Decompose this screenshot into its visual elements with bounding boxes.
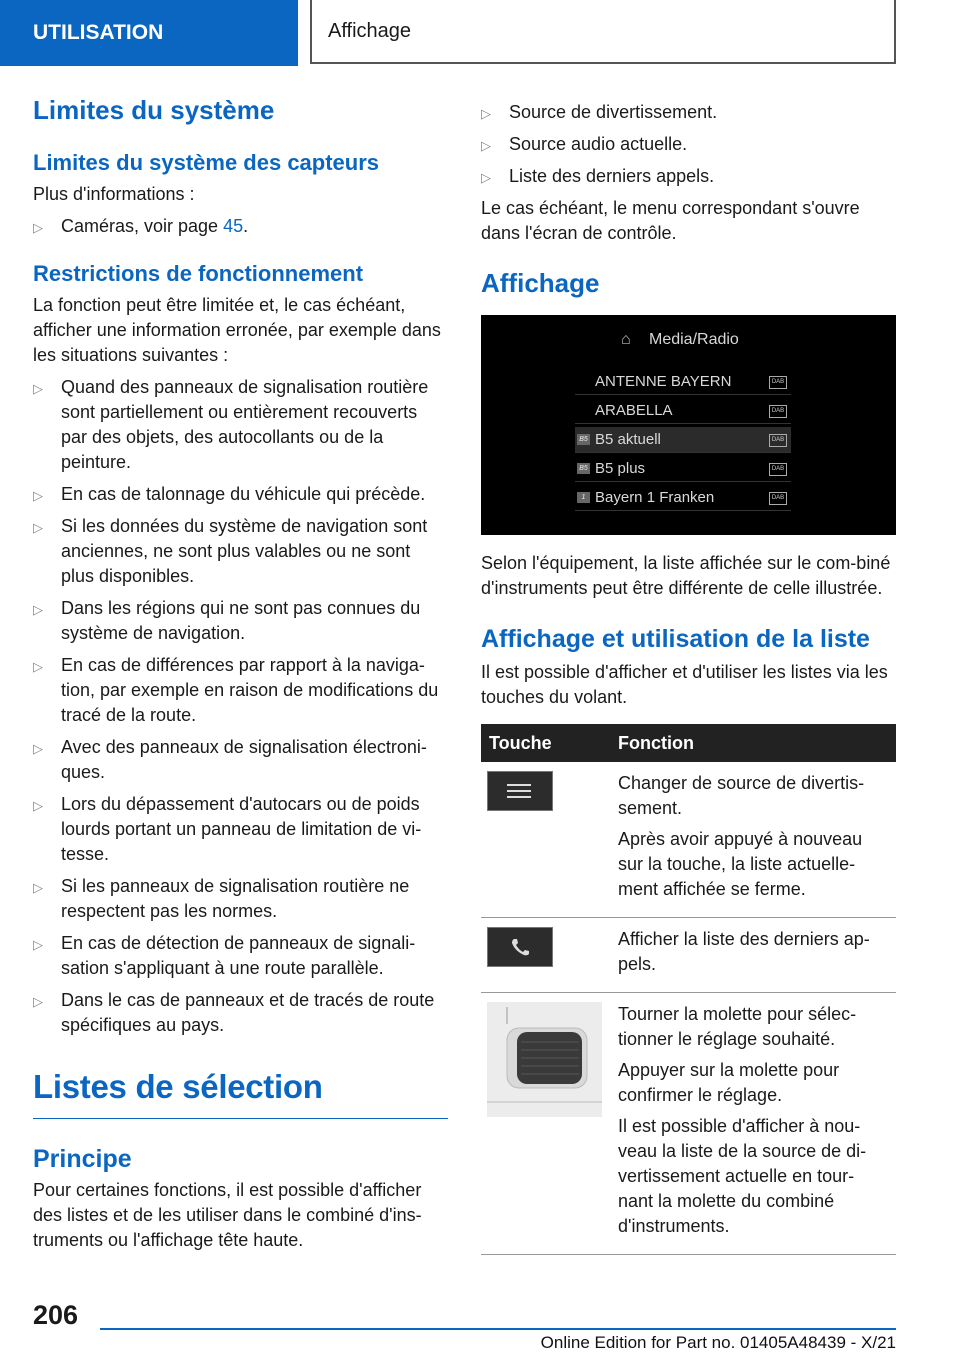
triangle-bullet-icon: ▷ xyxy=(33,994,43,1009)
table-row: Tourner la molette pour sélec-tionner le réglage souhaité. Appuyer sur la molette pour confirmer le réglage. Il est possible d'afficher à nou-veau la liste de la source de di-vertissement actuelle en tour-nant la molette du combiné d'instruments. xyxy=(481,993,896,1255)
right-column xyxy=(481,100,896,1255)
list-item: ▷ Lors du dépassement d'autocars ou de poids lourds portant un panneau de limitation de vi-tesse. xyxy=(33,794,422,864)
station-row[interactable]: B5 B5 plus DAB xyxy=(575,456,791,482)
station-row[interactable]: ARABELLA DAB xyxy=(575,398,791,424)
chapter-tab[interactable]: Affichage xyxy=(310,0,896,64)
table-header-row xyxy=(481,724,896,762)
more-info-text: Plus d'informations : xyxy=(33,184,195,204)
restrictions-list xyxy=(33,375,448,1038)
triangle-bullet-icon: ▷ xyxy=(33,798,43,813)
triangle-bullet-icon: ▷ xyxy=(481,170,491,185)
menu-note: Le cas échéant, le menu correspondant s'ouvre dans l'écran de contrôle. xyxy=(481,198,860,243)
table-row: Afficher la liste des derniers ap-pels. xyxy=(481,918,896,993)
col-header-function: Fonction xyxy=(610,724,896,762)
triangle-bullet-icon: ▷ xyxy=(33,880,43,895)
list-item: ▷ Dans les régions qui ne sont pas connues du système de navigation. xyxy=(33,598,421,643)
triangle-bullet-icon: ▷ xyxy=(33,488,43,503)
keys-table xyxy=(481,724,896,1255)
list-item: ▷ Caméras, voir page 45. xyxy=(33,214,448,239)
more-info-list xyxy=(33,214,448,239)
triangle-bullet-icon: ▷ xyxy=(33,220,43,235)
list-item: ▷ En cas de différences par rapport à la naviga-tion, par exemple en raison de modifications du tracé de la route. xyxy=(33,655,439,725)
list-item: ▷ Quand des panneaux de signalisation routière sont partiellement ou entièrement recouverts par des objets, des autocollants ou de la peinture. xyxy=(33,377,429,472)
footer-divider xyxy=(100,1328,896,1330)
list-item: ▷ Source audio actuelle. xyxy=(481,132,896,157)
dab-badge: DAB xyxy=(769,376,787,389)
list-item: ▷ En cas de détection de panneaux de signali-sation s'appliquant à une route parallèle. xyxy=(33,933,416,978)
triangle-bullet-icon: ▷ xyxy=(33,937,43,952)
list-item: ▷ Source de divertissement. xyxy=(481,100,896,125)
figure-caption: Selon l'équipement, la liste affichée sur le com-biné d'instruments peut être différente de celle illustrée. xyxy=(481,553,891,598)
heading-display-use: Affichage et utilisation de la liste xyxy=(481,625,870,653)
station-row[interactable]: ANTENNE BAYERN DAB xyxy=(575,369,791,395)
triangle-bullet-icon: ▷ xyxy=(33,520,43,535)
page-number: 206 xyxy=(33,1300,79,1330)
dab-badge: DAB xyxy=(769,434,787,447)
screen-title: ⌂ Media/Radio xyxy=(621,331,739,348)
page-header xyxy=(0,0,960,66)
edition-text: Online Edition for Part no. 01405A48439 - X/21 xyxy=(540,1333,896,1352)
sources-list xyxy=(481,100,896,189)
station-logo-icon: B5 xyxy=(577,463,590,474)
principle-text: Pour certaines fonctions, il est possible d'afficher des listes et de les utiliser dans le combiné d'ins-truments ou l'affichage tête haute. xyxy=(33,1180,422,1250)
media-radio-icon: ⌂ xyxy=(621,331,631,348)
list-item: ▷ Liste des derniers appels. xyxy=(481,164,896,189)
list-item: ▷ Avec des panneaux de signalisation électroni-ques. xyxy=(33,737,427,782)
list-item: ▷ Si les données du système de navigation sont anciennes, ne sont plus valables ou ne sont plus disponibles. xyxy=(33,516,428,586)
phone-button-icon xyxy=(487,927,553,967)
triangle-bullet-icon: ▷ xyxy=(33,741,43,756)
use-intro: Il est possible d'afficher et d'utiliser les listes via les touches du volant. xyxy=(481,662,888,707)
triangle-bullet-icon: ▷ xyxy=(33,381,43,396)
heading-system-limits: Limites du système xyxy=(33,95,275,125)
dab-badge: DAB xyxy=(769,492,787,505)
thumbwheel-icon xyxy=(487,1002,602,1117)
heading-restrictions: Restrictions de fonctionnement xyxy=(33,261,364,286)
col-header-key: Touche xyxy=(481,724,610,762)
triangle-bullet-icon: ▷ xyxy=(33,602,43,617)
heading-display: Affichage xyxy=(481,268,600,298)
list-item: ▷ Si les panneaux de signalisation routière ne respectent pas les normes. xyxy=(33,876,410,921)
heading-sensor-limits: Limites du système des capteurs xyxy=(33,150,380,175)
dab-badge: DAB xyxy=(769,463,787,476)
list-item: ▷ En cas de talonnage du véhicule qui précède. xyxy=(33,482,448,507)
heading-principle: Principe xyxy=(33,1145,132,1173)
left-column xyxy=(33,95,448,1253)
list-item: ▷ Dans le cas de panneaux et de tracés de route spécifiques au pays. xyxy=(33,990,435,1035)
restrictions-intro: La fonction peut être limitée et, le cas échéant, afficher une information erronée, par exemple dans les situations suivantes : xyxy=(33,295,441,365)
section-tab[interactable]: UTILISATION xyxy=(0,0,298,66)
triangle-bullet-icon: ▷ xyxy=(33,659,43,674)
station-logo-icon: B5 xyxy=(577,434,590,445)
station-row[interactable]: B5 B5 aktuell DAB xyxy=(575,427,791,453)
table-row: Changer de source de divertis-sement. Après avoir appuyé à nouveau sur la touche, la liste actuelle-ment affichée se ferme. xyxy=(481,762,896,918)
triangle-bullet-icon: ▷ xyxy=(481,106,491,121)
dab-badge: DAB xyxy=(769,405,787,418)
station-row[interactable]: 1 Bayern 1 Franken DAB xyxy=(575,485,791,511)
list-button-icon xyxy=(487,771,553,811)
page-link[interactable]: 45 xyxy=(223,216,244,236)
heading-selection-lists: Listes de sélection xyxy=(33,1068,448,1119)
triangle-bullet-icon: ▷ xyxy=(481,138,491,153)
station-logo-icon: 1 xyxy=(577,492,590,503)
media-radio-screen xyxy=(481,315,896,535)
